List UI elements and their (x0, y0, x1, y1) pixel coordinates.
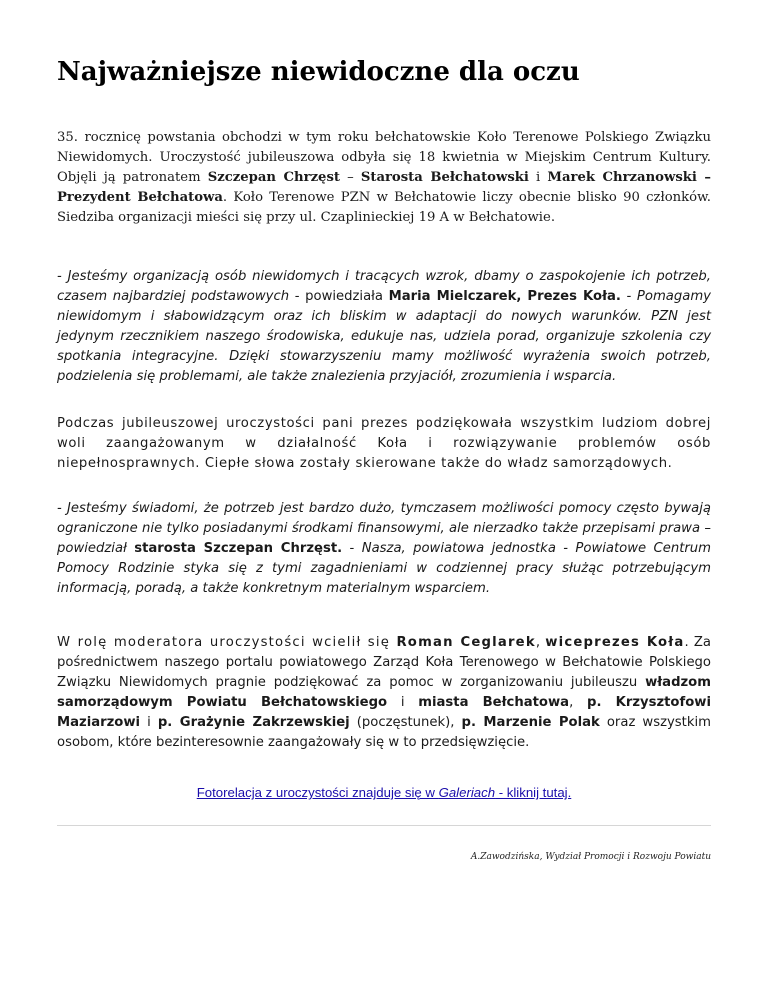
text: , (535, 635, 546, 650)
gallery-link-line (57, 784, 711, 802)
quote-text: - Pomagamy niewidomym i słabowidzącym oraz ich bliskim w adaptacji do nowych warunków. PZN jest jedynym rzecznikiem naszego środowiska, edukuje nas, udziela porad, organizuje szkolenia czy spotkania integracyjne. Dzięki stowarzyszeniu mamy możliwość wyrażenia swoich potrzeb, podzielenia się problemami, ale także znalezienia przyjaciół, zrozumienia i wsparcia. (57, 289, 711, 384)
text: - (342, 541, 362, 556)
paragraph-quote-prezes (57, 267, 711, 387)
quote-text: Nasza, powiatowa jednostka - Powiatowe Centrum Pomocy Rodzinie styka się z tymi zagadnieniami w codziennej pracy służąc potrzebującym informacją, poradą, a także konkretnym materialnym wsparciem. (57, 541, 711, 596)
moderator-name: Roman Ceglarek (396, 635, 536, 650)
link-text-galleries: Galeriach (438, 785, 496, 800)
patron-name: Szczepan Chrzęst (207, 170, 340, 185)
text: W rolę moderatora uroczystości wcielił się (57, 635, 397, 650)
text: , (569, 695, 587, 710)
author-credit: A.Zawodzińska, Wydział Promocji i Rozwoju Powiatu (470, 852, 711, 862)
text: i (528, 170, 548, 185)
patron-title: Starosta Bełchatowski (360, 170, 529, 185)
paragraph-quote-starosta (57, 499, 711, 599)
thanks-recipient: władzom samorządowym Powiatu Bełchatowskiego (57, 675, 711, 710)
text: 35. rocznicę powstania obchodzi w tym roku bełchatowskie Koło Terenowe Polskiego Związku Niewidomych. Uroczystość jubileuszowa odbyła się 18 kwietnia w Miejskim Centrum Kultury. Objęli ją patronatem (57, 130, 711, 185)
speaker-name: starosta Szczepan Chrzęst. (134, 541, 343, 556)
text: . Za pośrednictwem naszego portalu powiatowego Zarząd Koła Terenowego w Bełchatowie Polskiego Związku Niewidomych pragnie podziękować za pomoc w zorganizowaniu jubileuszu (57, 635, 711, 690)
paragraph-thanks (57, 633, 711, 753)
patron-name-2: Marek Chrzanowski – Prezydent Bełchatowa (57, 170, 712, 205)
divider (57, 825, 711, 826)
paragraph-intro (57, 128, 711, 228)
quote-text: - Jesteśmy organizacją osób niewidomych i tracących wzrok, dbamy o zaspokojenie ich potrzeb, czasem najbardziej podstawowych (57, 269, 711, 304)
quote-text: - Jesteśmy świadomi, że potrzeb jest bardzo dużo, tymczasem możliwości pomocy często bywają ograniczone nie tylko posiadanymi środkami finansowymi, ale nierzadko także przepisami prawa – powiedział (57, 501, 711, 556)
moderator-role: wiceprezes Koła (545, 635, 685, 650)
thanks-recipient: p. Marzenie Polak (461, 715, 600, 730)
text: i (140, 715, 158, 730)
text: . Koło Terenowe PZN w Bełchatowie liczy obecnie blisko 90 członków. Siedziba organizacji mieści się przy ul. Czaplinieckiej 19 A w Bełchatowie. (57, 190, 711, 225)
text: i (387, 695, 419, 710)
thanks-recipient: miasta Bełchatowa (418, 695, 570, 710)
thanks-recipient: p. Grażynie Zakrzewskiej (157, 715, 350, 730)
link-text: - kliknij tutaj. (495, 785, 572, 800)
page-title: Najważniejsze niewidoczne dla oczu (57, 57, 580, 87)
text: oraz wszystkim osobom, które bezinteresownie zaangażowały się w to przedsięwzięcie. (57, 715, 711, 750)
speaker-name: Maria Mielczarek, Prezes Koła. (388, 289, 621, 304)
gallery-link[interactable] (197, 785, 572, 800)
thanks-recipient: p. Krzysztofowi Maziarzowi (57, 695, 711, 730)
text: (poczęstunek), (349, 715, 462, 730)
text: – (339, 170, 361, 185)
link-text: Fotorelacja z uroczystości znajduje się w (196, 785, 439, 800)
text: - powiedziała (289, 289, 389, 304)
paragraph-ceremony: Podczas jubileuszowej uroczystości pani prezes podziękowała wszystkim ludziom dobrej woli zaangażowanym w działalność Koła i rozwiązywanie problemów osób niepełnosprawnych. Ciepłe słowa zostały skierowane także do władz samorządowych. (57, 416, 711, 471)
